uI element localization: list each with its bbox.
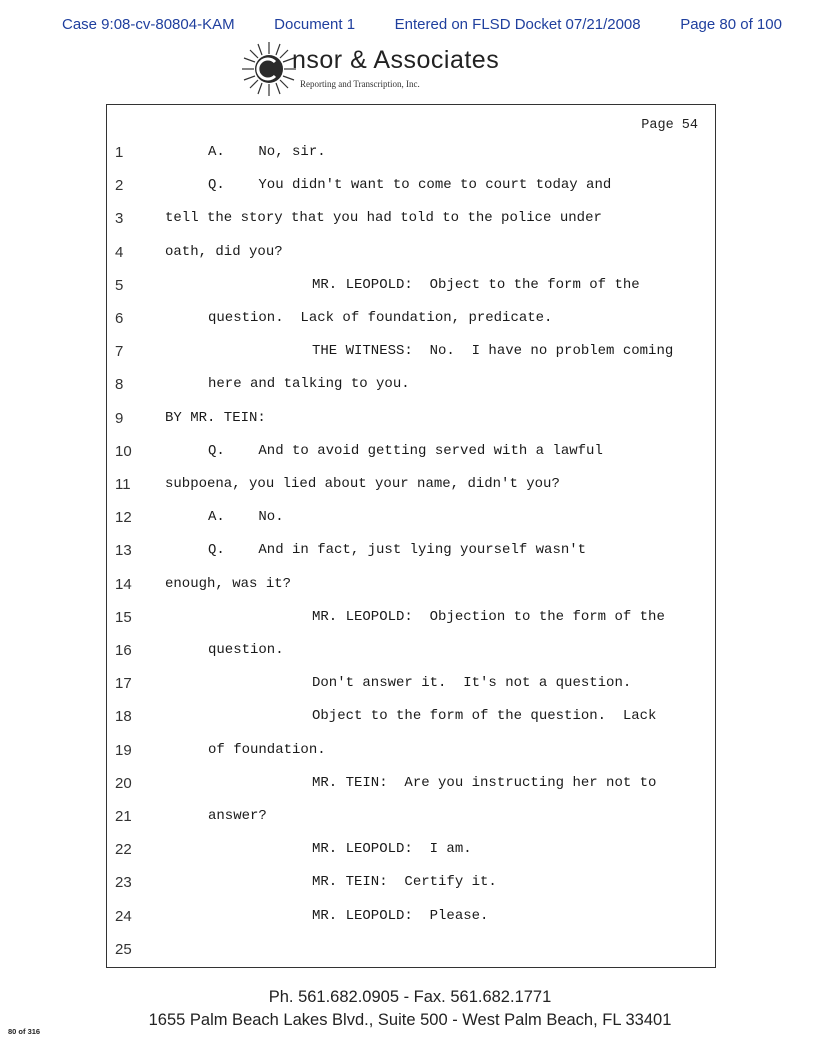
line-number: 21 (115, 808, 132, 825)
line-number: 17 (115, 675, 132, 693)
transcript-line (110, 874, 710, 894)
transcript-line (110, 908, 710, 928)
line-text: A. No, sir. (208, 144, 326, 160)
line-text: here and talking to you. (208, 376, 410, 393)
line-number: 7 (115, 343, 124, 361)
line-number: 25 (115, 940, 132, 958)
footer-address: 1655 Palm Beach Lakes Blvd., Suite 500 - West Palm Beach, FL 33401 (148, 1011, 672, 1029)
line-number: 1 (115, 144, 124, 161)
line-number: 6 (115, 310, 124, 327)
line-number: 15 (115, 608, 132, 626)
line-text: MR. LEOPOLD: Object to the form of the (312, 276, 640, 293)
reporter-logo (240, 40, 560, 98)
line-text: subpoena, you lied about your name, didn't you? (165, 476, 560, 492)
line-text: MR. LEOPOLD: Objection to the form of the (312, 608, 665, 625)
page-count: 80 of 316 (8, 1027, 41, 1036)
line-number: 11 (115, 476, 131, 493)
line-text: question. (208, 642, 284, 658)
line-number: 13 (115, 542, 132, 560)
company-tagline: Reporting and Transcription, Inc. (300, 79, 420, 89)
line-text: Q. And in fact, just lying yourself wasn't (208, 542, 587, 559)
transcript-line (110, 144, 710, 164)
line-text: answer? (208, 808, 267, 824)
line-text: Don't answer it. It's not a question. (312, 675, 632, 692)
transcript-page-label: Page 54 (641, 118, 698, 133)
company-name: nsor & Associates (292, 46, 500, 74)
transcript-line (110, 443, 710, 463)
line-number: 22 (115, 841, 132, 859)
line-text: Object to the form of the question. Lack (312, 708, 657, 725)
line-number: 20 (115, 774, 132, 792)
line-number: 24 (115, 907, 132, 925)
transcript-line (110, 775, 710, 795)
transcript-line (110, 642, 710, 662)
sun-logo-icon (240, 40, 298, 98)
line-text: tell the story that you had told to the police under (165, 210, 602, 227)
line-number: 23 (115, 874, 132, 892)
line-text: oath, did you? (165, 243, 283, 260)
line-text: Q. And to avoid getting served with a lawful (208, 442, 603, 459)
document-number: Document 1 (274, 16, 356, 33)
transcript-line (110, 310, 710, 330)
line-text: question. Lack of foundation, predicate. (208, 310, 553, 326)
line-text: A. No. (208, 509, 284, 526)
page-number: Page 80 of 100 (680, 16, 782, 33)
line-text: of foundation. (208, 741, 326, 758)
line-text: BY MR. TEIN: (165, 409, 266, 426)
transcript-line (110, 675, 710, 695)
case-number: Case 9:08-cv-80804-KAM (62, 16, 235, 33)
transcript-line (110, 542, 710, 562)
transcript-line (110, 742, 710, 762)
line-number: 5 (115, 276, 124, 294)
transcript-line (110, 476, 710, 496)
transcript-line (110, 210, 710, 230)
transcript-line (110, 244, 710, 264)
transcript-line (110, 841, 710, 861)
line-text: MR. LEOPOLD: I am. (312, 841, 472, 858)
transcript-line (110, 576, 710, 596)
line-number: 12 (115, 509, 132, 527)
line-number: 9 (115, 409, 124, 427)
line-number: 18 (115, 708, 132, 726)
line-number: 3 (115, 210, 124, 228)
line-text: MR. LEOPOLD: Please. (312, 907, 489, 924)
transcript-line (110, 177, 710, 197)
line-text: enough, was it? (165, 575, 292, 592)
line-number: 10 (115, 442, 132, 460)
ecf-header (62, 16, 782, 33)
transcript-line (110, 808, 710, 828)
line-text: MR. TEIN: Certify it. (312, 874, 497, 891)
transcript-line (110, 509, 710, 529)
transcript-line (110, 376, 710, 396)
docket-entry: Entered on FLSD Docket 07/21/2008 (394, 16, 641, 33)
footer (0, 986, 820, 1032)
transcript-line (110, 609, 710, 629)
footer-phone: Ph. 561.682.0905 - Fax. 561.682.1771 (268, 988, 552, 1006)
line-number: 16 (115, 642, 132, 659)
transcript-line (110, 277, 710, 297)
line-number: 4 (115, 243, 124, 261)
line-text: MR. TEIN: Are you instructing her not to (312, 774, 657, 791)
line-number: 14 (115, 575, 132, 593)
line-number: 8 (115, 376, 124, 394)
transcript-line (110, 708, 710, 728)
line-text: Q. You didn't want to come to court today and (208, 177, 612, 194)
line-number: 2 (115, 177, 124, 195)
transcript-line (110, 941, 710, 961)
line-text: THE WITNESS: No. I have no problem coming (312, 343, 674, 360)
transcript-line (110, 410, 710, 430)
line-number: 19 (115, 741, 132, 759)
transcript-line (110, 343, 710, 363)
transcript-page-frame (106, 104, 716, 968)
